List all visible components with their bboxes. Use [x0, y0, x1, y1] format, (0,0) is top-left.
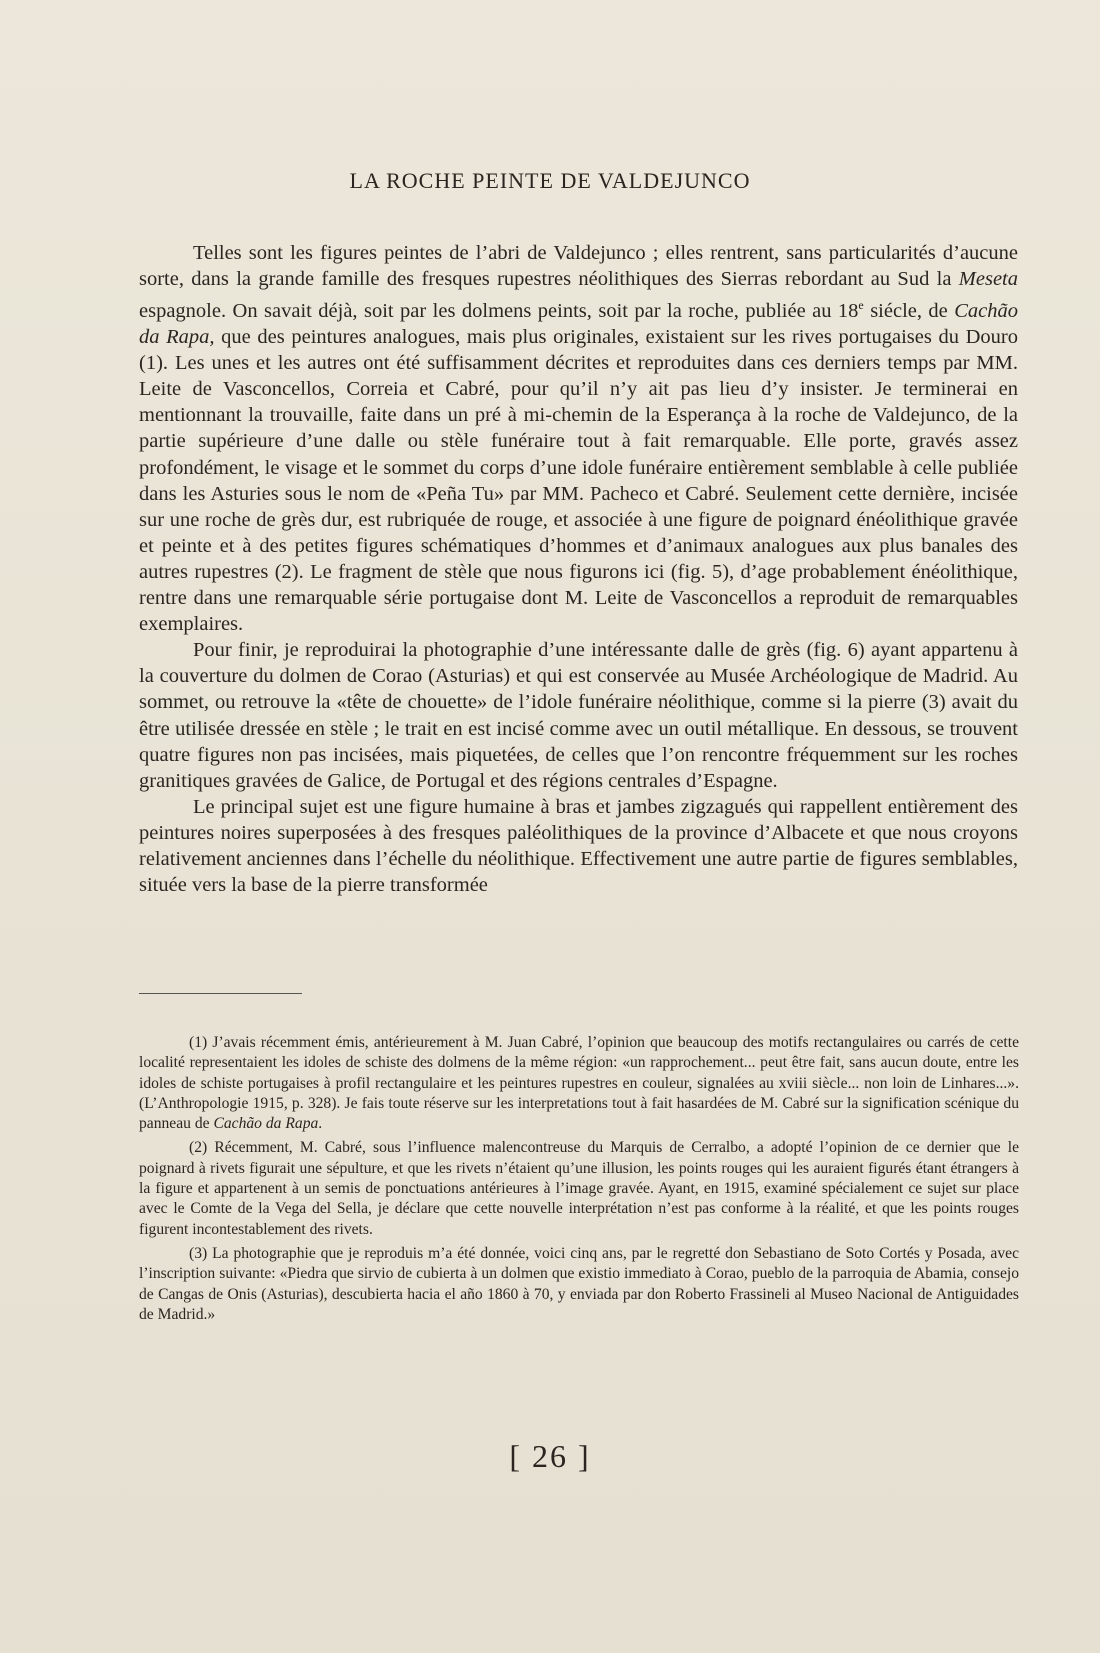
footnote-2: (2) Récemment, M. Cabré, sous l’influence malencontreuse du Marquis de Cerralbo, a adopté l’opinion de ce dernier que le poignard à rivets figurait une sépulture, et que les rivets n’étaient qu’une illusion, les points rouges qui les auraient figurés étant étrangers à la figure et appartenent à un semis de ponctuations antérieures à l’image gravée. Ayant, en 1915, examiné spécialement ce sujet sur place avec le Comte de la Vega del Sella, je déclare que cette nouvelle interprétation n’est pas conforme à la réalité, et que les points rouges figurent incontestablement des rivets.	[139, 1139, 1019, 1238]
italic-cachao: Cachão da Rapa,	[139, 300, 1018, 349]
paragraph-1-text: espagnole. On savait déjà, soit par les dolmens peints, soit par la roche, publiée au 18	[139, 300, 859, 323]
footnote-1-text: (1) J’avais récemment émis, antérieurement à M. Juan Cabré, l’opinion que beaucoup des motifs rectangulaires ou carrés de cette localité representaient les idoles de schiste des dolmens de la même région: «un rapprochement... peut être fait, sans aucun doute, entre les idoles de schiste portugaises à profil rectangulaire et les peintures rupestres en couleur, signalées au xviii siècle... non loin de Linhares...». (L’Anthropologie 1915, p. 328). Je fais toute réserve sur les interpretations tout à fait hasardées de M. Cabré sur la signification scénique du panneau de	[139, 1034, 1019, 1133]
italic-meseta: Meseta	[958, 268, 1018, 291]
superscript-e: e	[858, 298, 864, 313]
footnote-1-text: .	[318, 1115, 323, 1133]
footnote-rule	[139, 993, 302, 994]
paragraph-1-text: siécle, de	[863, 300, 955, 323]
paragraph-1	[139, 240, 1018, 637]
paragraph-1-text: Telles sont les figures peintes de l’abri de Valdejunco ; elles rentrent, sans particularités d’aucune sorte, dans la grande famille des fresques rupestres néolithiques des Sierras rebordant au Sud la	[139, 242, 1018, 291]
footnotes	[139, 1033, 1019, 1329]
body-text	[139, 240, 1018, 898]
running-title: LA ROCHE PEINTE DE VALDEJUNCO	[349, 168, 751, 193]
paragraph-2: Pour finir, je reproduirai la photographie d’une intéressante dalle de grès (fig. 6) ayant appartenu à la couverture du dolmen de Corao (Asturias) et qui est conservée au Musée Archéologique de Madrid. Au sommet, ou retrouve la «tête de chouette» de l’idole funéraire néolithique, comme si la pierre (3) avait du être utilisée dressée en stèle ; le trait en est incisé comme avec un outil métallique. En dessous, se trouvent quatre figures non pas incisées, mais piquetées, de celles que l’on rencontre fréquemment sur les roches granitiques gravées de Galice, de Portugal et des régions centrales d’Espagne.	[139, 639, 1018, 792]
paragraph-3: Le principal sujet est une figure humaine à bras et jambes zigzagués qui rappellent entièrement des peintures noires superposées à des fresques paléolithiques de la province d’Albacete et que nous croyons relativement anciennes dans l’échelle du néolithique. Effectivement une autre partie de figures semblables, située vers la base de la pierre transformée	[139, 795, 1018, 897]
footnote-3: (3) La photographie que je reproduis m’a été donnée, voici cinq ans, par le regretté don Sebastiano de Soto Cortés y Posada, avec l’inscription suivante: «Piedra que sirvio de cubierta à un dolmen que existio immediato à Corao, pueblo de la parroquia de Abamia, consejo de Cangas de Onis (Asturias), descubierta hacia el año 1860 à 70, y enviada par don Roberto Frassineli al Museo Nacional de Antiguidades de Madrid.»	[139, 1244, 1019, 1323]
page-number: [ 26 ]	[509, 1438, 591, 1474]
paragraph-1-text: que des peintures analogues, mais plus originales, existaient sur les rives portugaises du Douro (1). Les unes et les autres ont été suffisamment décrites et reproduites dans ces derniers temps par MM. Leite de Vasconcellos, Correia et Cabré, pour qu’il n’y ait pas lieu d’y insister. Je terminerai en mentionnant la trouvaille, faite dans un pré à mi-chemin de la Esperança à la roche de Valdejunco, de la partie supérieure d’une dalle ou stèle funéraire tout à fait remarquable. Elle porte, gravés assez profondément, le visage et le sommet du corps d’une idole funéraire entièrement semblable à celle publiée dans les Asturies sous le nom de «Peña Tu» par MM. Pacheco et Cabré. Seulement cette dernière, incisée sur une roche de grès dur, est rubriquée de rouge, et associée à une figure de poignard énéolithique gravée et peinte et à des petites figures schématiques d’hommes et d’animaux analogues aux plus banales des autres rupestres (2). Le fragment de stèle que nous figurons ici (fig. 5), d’age probablement énéolithique, rentre dans une remarquable série portugaise dont M. Leite de Vasconcellos a reproduit de remarquables exemplaires.	[139, 326, 1018, 636]
footnote-1	[139, 1033, 1019, 1134]
italic-cachao: Cachão da Rapa	[213, 1115, 319, 1133]
